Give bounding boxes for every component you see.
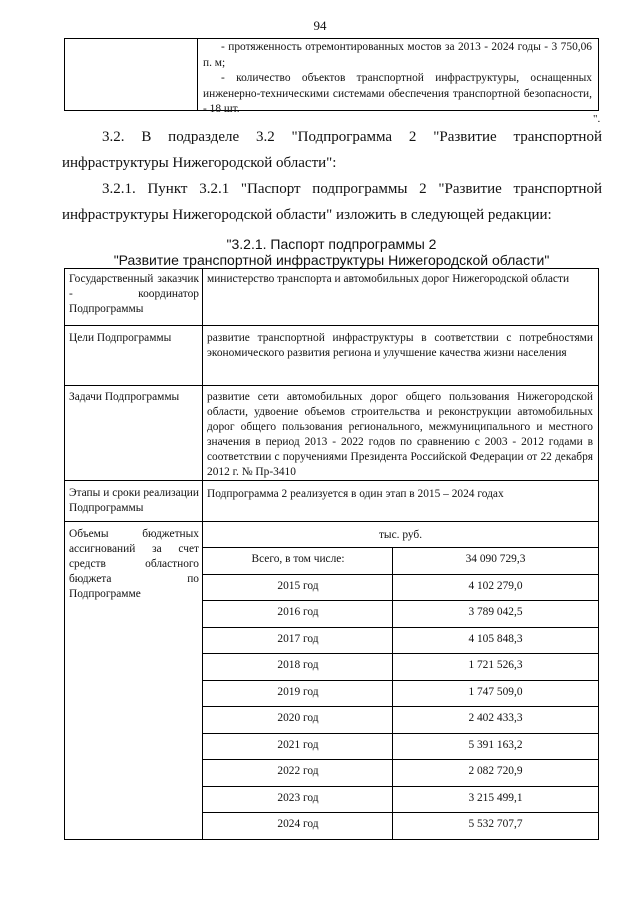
- budget-year-row-label: 2016 год: [277, 606, 319, 618]
- budget-year-row-amount: 3 215 499,1: [468, 791, 523, 804]
- tasks-label: Задачи Подпрограммы: [69, 391, 180, 403]
- passport-table: [64, 268, 599, 840]
- passport-title-line1: "3.2.1. Паспорт подпрограммы 2: [226, 236, 437, 252]
- row-separator: [65, 385, 598, 386]
- paragraph-3-2-1-text: 3.2.1. Пункт 3.2.1 "Паспорт подпрограммы 2 "Развитие транспортной инфраструктуры Нижегородской области" изложить в следующей редакции:: [62, 181, 602, 223]
- column-divider: [197, 39, 198, 110]
- budget-row-separator: [202, 653, 598, 654]
- indicator-transport-security: - количество объектов транспортной инфраструктуры, оснащенных инженерно-техническими системами обеспечения транспортной безопасности, - 18 шт.: [203, 72, 592, 116]
- customer-label: Государственный заказчик - координатор Подпрограммы: [69, 273, 199, 315]
- budget-year-row-amount: 2 082 720,9: [468, 765, 523, 777]
- paragraph-3-2: [62, 124, 602, 176]
- budget-year-row-amount: 3 789 042,5: [468, 606, 523, 618]
- budget-label: Объемы бюджетных ассигнований за счет средств областного бюджета по Подпрограмме: [69, 528, 199, 600]
- budget-row-separator: [202, 812, 598, 813]
- budget-row-separator: [202, 574, 598, 575]
- budget-year-row-amount: 5 391 163,2: [468, 738, 523, 751]
- budget-year-row-amount: 5 532 707,7: [468, 818, 523, 830]
- budget-year-row-amount: 1 721 526,3: [468, 659, 523, 671]
- row-separator: [65, 480, 598, 481]
- passport-title-line2: "Развитие транспортной инфраструктуры Нижегородской области": [113, 252, 550, 268]
- budget-year-row-amount: 4 102 279,0: [468, 579, 523, 592]
- budget-year-row-label: 2015 год: [277, 579, 319, 592]
- budget-row-separator: [202, 600, 598, 601]
- goals-label: Цели Подпрограммы: [69, 332, 172, 344]
- budget-year-row-amount: 4 105 848,3: [468, 632, 523, 645]
- continuation-cell: [203, 40, 592, 118]
- budget-row-separator: [202, 706, 598, 707]
- budget-year-row-label: 2024 год: [277, 818, 319, 830]
- budget-total-label: Всего, в том числе:: [251, 553, 345, 565]
- budget-year-row-label: 2023 год: [277, 791, 319, 804]
- indicator-bridges: - протяженность отремонтированных мостов за 2013 - 2024 годы - 3 750,06 п. м;: [203, 41, 592, 69]
- paragraph-3-2-1: [62, 176, 602, 228]
- budget-row-separator: [202, 627, 598, 628]
- budget-row-separator: [202, 733, 598, 734]
- budget-total-amount: 34 090 729,3: [465, 553, 526, 565]
- tasks-value: развитие сети автомобильных дорог общего пользования Нижегородской области, удвоение объемов строительства и реконструкции автомобильных дорог общего пользования регионального, межмуниципального и местного значения в период 2013 - 2022 годов по сравнению с 2003 - 2012 годами в соответствии с поручениями Президента Российской Федерации от 22 декабря 2012 г. № Пр-3410: [207, 391, 593, 478]
- budget-row-separator: [202, 759, 598, 760]
- budget-row-separator: [202, 680, 598, 681]
- customer-value: министерство транспорта и автомобильных дорог Нижегородской области: [207, 273, 570, 285]
- budget-year-row-label: 2018 год: [277, 659, 319, 671]
- stages-value: Подпрограмма 2 реализуется в один этап в 2015 – 2024 годах: [207, 488, 504, 500]
- paragraph-3-2-text: 3.2. В подразделе 3.2 "Подпрограмма 2 "Развитие транспортной инфраструктуры Нижегородской области":: [62, 129, 602, 171]
- stages-label: Этапы и сроки реализации Подпрограммы: [69, 487, 199, 514]
- budget-year-row-label: 2022 год: [277, 765, 319, 777]
- budget-year-row-amount: 1 747 509,0: [468, 685, 523, 698]
- budget-year-row-label: 2021 год: [277, 738, 319, 751]
- budget-row-separator: [202, 786, 598, 787]
- budget-year-row-amount: 2 402 433,3: [468, 712, 523, 724]
- page-number: 94: [313, 18, 327, 33]
- budget-year-row-label: 2019 год: [277, 685, 319, 698]
- budget-row-separator: [202, 547, 598, 548]
- budget-unit: тыс. руб.: [378, 529, 423, 541]
- continuation-table: [64, 38, 599, 116]
- goals-value: развитие транспортной инфраструктуры в соответствии с потребностями экономического развития региона и улучшение качества жизни населения: [207, 332, 593, 359]
- row-separator: [65, 325, 598, 326]
- closing-quote: ".: [593, 113, 601, 125]
- budget-year-row-label: 2020 год: [277, 712, 319, 724]
- budget-year-row-label: 2017 год: [277, 632, 319, 645]
- row-separator: [65, 521, 598, 522]
